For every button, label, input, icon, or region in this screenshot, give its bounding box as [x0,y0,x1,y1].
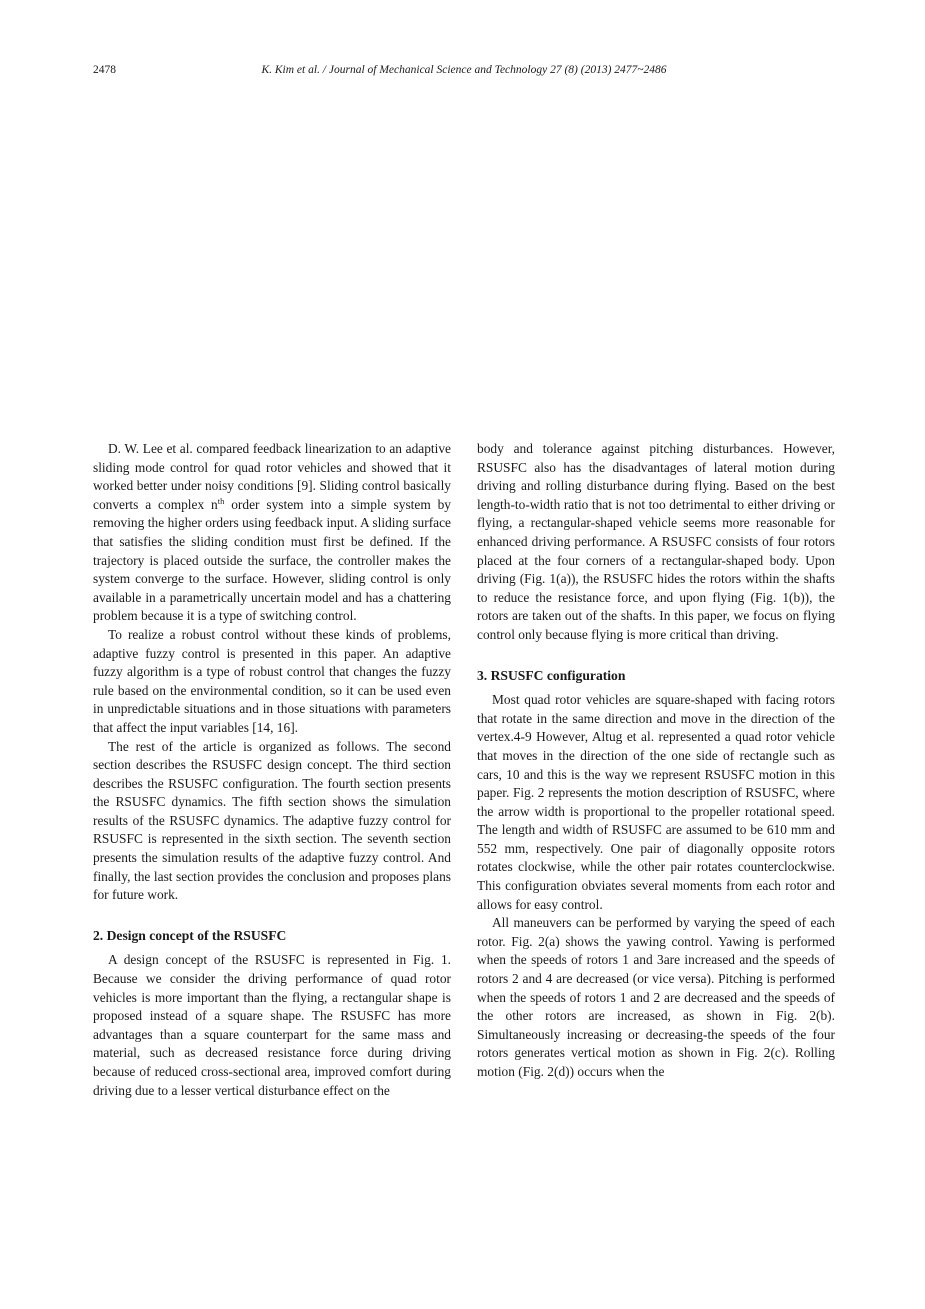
left-column [93,440,451,1100]
paragraph-sliding-control: D. W. Lee et al. compared feedback linearization to an adaptive sliding mode control for quad rotor vehicles and showed that it worked better under noisy conditions [9]. Sliding control basically converts a complex $n^{th}$ order system into a simple system by removing the higher orders using feedback input. A sliding surface that satisfies the sliding condition must first be defined. If the trajectory is placed outside the surface, the controller makes the system converge to the surface. However, sliding control is only available in a parametrically uncertain model and has a chattering problem because it is a type of switching control. [93,441,451,624]
page-number: 2478 [93,64,116,76]
paragraph-adaptive-fuzzy: To realize a robust control without these kinds of problems, adaptive fuzzy control is presented in this paper. An adaptive fuzzy algorithm is a type of robust control that changes the fuzzy rule based on the environmental condition, so it can be used even in unpredictable situations and in those situations with parameters that affect the input variables [14, 16]. [93,626,451,735]
paragraph-design-concept: A design concept of the RSUSFC is represented in Fig. 1. Because we consider the driving performance of quad rotor vehicles is more important than the flying, a rectangular shape is proposed instead of a square shape. The RSUSFC has more advantages than a square counterpart for the same mass and material, such as decreased resistance force during driving because of reduced cross-sectional area, improved comfort during driving due to a lesser vertical disturbance effect on the [93,952,451,1098]
paragraph-configuration: Most quad rotor vehicles are square-shaped with facing rotors that rotate in the same direction and move in the direction of the vertex.4-9 However, Altug et al. represented a quad rotor vehicle that moves in the direction of the one side of rectangle such as cars, 10 and this is the way we represent RSUSFC motion in this paper. Fig. 2 represents the motion description of RSUSFC, where the arrow width is proportional to the propeller rotational speed. The length and width of RSUSFC are assumed to be 610 mm and 552 mm, respectively. One pair of diagonally opposite rotors rotates clockwise, while the other pair rotates counterclockwise. This configuration obviates several moments from each rotor and allows for easy control. [477,692,835,912]
paragraph-organization: The rest of the article is organized as follows. The second section describes the RSUSFC design concept. The third section describes the RSUSFC configuration. The fourth section presents the RSUSFC dynamics. The fifth section shows the simulation results of the RSUSFC dynamics. The adaptive fuzzy control for RSUSFC is represented in the sixth section. The seventh section presents the simulation results of the adaptive fuzzy control. And finally, the last section provides the conclusion and proposes plans for future work. [93,738,451,903]
paragraph-design-continued: body and tolerance against pitching disturbances. However, RSUSFC also has the disadvantages of lateral motion during driving and rolling disturbance during flying. Based on the best length-to-width ratio that is not too detrimental to either driving or flying, a rectangular-shaped vehicle seems more reasonable for enhanced driving performance. A RSUSFC consists of four rotors placed at the four corners of a rectangular-shaped body. Upon driving (Fig. 1(a)), the RSUSFC hides the rotors within the shafts to reduce the resistance force, and upon flying (Fig. 1(b)), the rotors are taken out of the shafts. In this paper, we focus on flying control only because flying is more critical than driving. [477,441,835,642]
right-column [477,440,835,1082]
paragraph-maneuvers: All maneuvers can be performed by varying the speed of each rotor. Fig. 2(a) shows the yawing control. Yawing is performed when the speeds of rotors 1 and 3are increased and the speeds of rotors 2 and 4 are decreased (or vice versa). Pitching is performed when the speeds of rotors 1 and 2 are decreased and the speeds of the other rotors are increased, as shown in Fig. 2(b). Simultaneously increasing or decreasing-the speeds of the four rotors generates vertical motion as shown in Fig. 2(c). Rolling motion (Fig. 2(d)) occurs when the [477,915,835,1079]
section-heading-design-concept: 2. Design concept of the RSUSFC [93,927,287,943]
running-head: K. Kim et al. / Journal of Mechanical Science and Technology 27 (8) (2013) 2477~2486 [261,64,667,76]
section-heading-configuration: 3. RSUSFC configuration [477,667,626,683]
page-header [93,64,835,82]
